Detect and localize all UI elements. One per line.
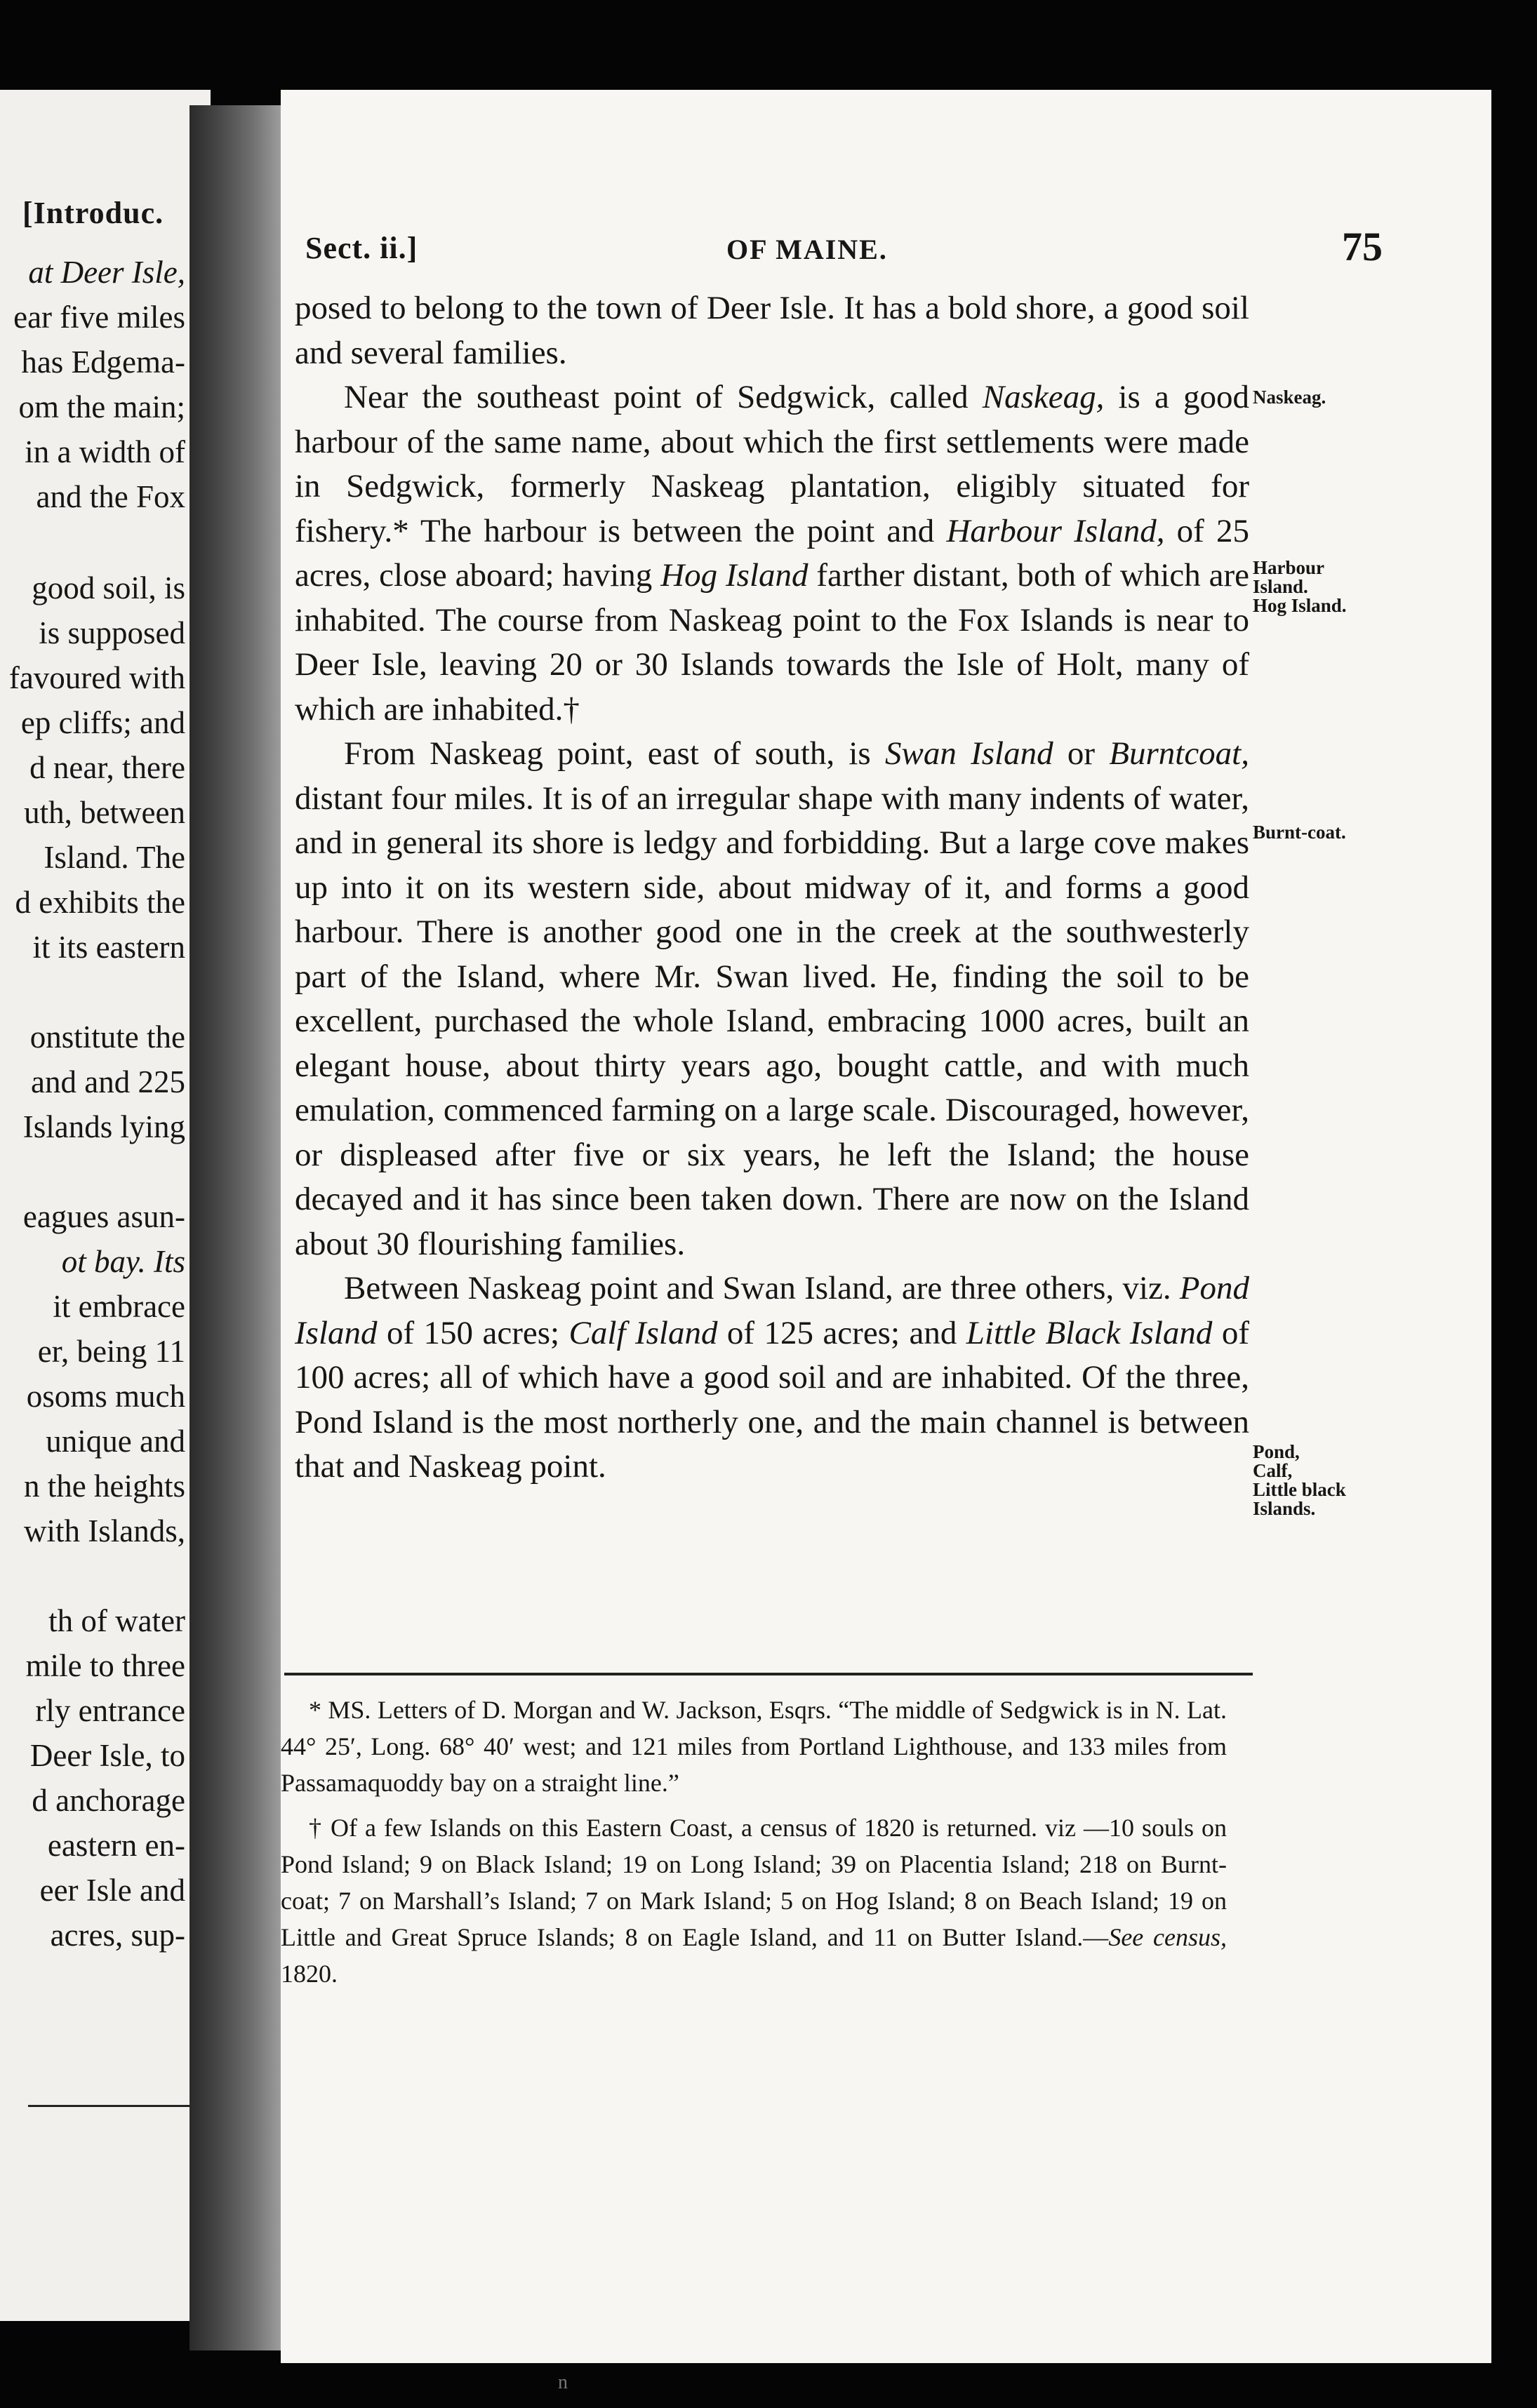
previous-page-line: th of water bbox=[48, 1603, 185, 1638]
previous-page-line: eastern en- bbox=[47, 1828, 185, 1863]
text-run: of 150 acres; bbox=[377, 1314, 569, 1351]
previous-page-line: in a width of bbox=[25, 434, 185, 469]
italic-text-run: Calf Island bbox=[568, 1314, 718, 1351]
margin-note-line: Islands. bbox=[1253, 1498, 1316, 1519]
text-run: farther distant, both of which are inhabited. The course from Naskeag point to the Fox Islands is near to Deer Isle, leaving 20 or 30 Islands towards the Isle of Holt, many of which are inhabited.† bbox=[295, 557, 1249, 728]
book-page bbox=[281, 90, 1491, 2363]
italic-text-run: Hog Island bbox=[660, 557, 809, 594]
previous-page-line: onstitute the bbox=[29, 1019, 185, 1055]
previous-page-line: has Edgema- bbox=[21, 345, 185, 380]
previous-page-line: eagues asun- bbox=[22, 1199, 185, 1234]
paragraph-continuation: posed to belong to the town of Deer Isle. It has a bold shore, a good soil and several families. bbox=[295, 290, 1249, 371]
previous-page-line: n the heights bbox=[24, 1469, 185, 1504]
margin-note-harbour-hog bbox=[1253, 558, 1347, 615]
margin-note-line: Pond, bbox=[1253, 1441, 1300, 1462]
previous-page-line: Islands lying bbox=[22, 1109, 185, 1144]
text-run: Near the southeast point of Sedgwick, called bbox=[344, 379, 983, 415]
running-title: OF MAINE. bbox=[726, 234, 888, 265]
page-number: 75 bbox=[1342, 224, 1383, 269]
previous-page-line: and and 225 bbox=[31, 1064, 185, 1099]
italic-text-run: Harbour Island, bbox=[946, 512, 1165, 549]
previous-page-line: uth, between bbox=[24, 795, 185, 830]
previous-page-line: acres, sup- bbox=[50, 1918, 185, 1953]
text-run: † Of a few Islands on this Eastern Coast, a census of 1820 is returned. viz —10 souls on Pond Island; 9 on Black Island; 19 on Long Island; 39 on Placentia Island; 218 on Burnt-coat; 7 on Marshall’s Island; 7 on Mark Island; 5 on Hog Island; 8 on Beach Island; 19 on Little and Great Spruce Islands; 8 on Eagle Island, and 11 on Butter Island.— bbox=[281, 1814, 1227, 1951]
previous-page-line: osoms much bbox=[26, 1379, 185, 1414]
previous-page-line: d anchorage bbox=[32, 1783, 185, 1818]
text-run: of 100 acres; all of which have a good soil and are inhabited. Of the three, Pond Island is the most northerly one, and the main channel is between that and Naskeag point. bbox=[295, 1314, 1250, 1485]
previous-page-line: d exhibits the bbox=[15, 885, 185, 920]
italic-text-run: Burntcoat, bbox=[1109, 735, 1249, 772]
italic-text-run: Swan Island bbox=[884, 735, 1053, 772]
footnotes bbox=[281, 1692, 1227, 2000]
text-run: of 25 acres, close aboard; having bbox=[295, 512, 1249, 594]
margin-note-line: Island. bbox=[1253, 576, 1308, 597]
margin-note-naskeag: Naskeag. bbox=[1253, 387, 1326, 408]
section-label: Sect. ii.] bbox=[305, 231, 418, 265]
margin-note-line: Little black bbox=[1253, 1479, 1346, 1500]
book-gutter-shadow bbox=[189, 105, 295, 2350]
italic-text-run: Naskeag, bbox=[982, 379, 1105, 415]
text-run: of 125 acres; and bbox=[717, 1314, 966, 1351]
text-run: Between Naskeag point and Swan Island, are three others, viz. bbox=[344, 1270, 1180, 1306]
previous-page-line: d near, there bbox=[29, 750, 185, 785]
previous-page-footnote-rule bbox=[28, 2105, 189, 2107]
previous-page-header: [Introduc. bbox=[22, 196, 164, 230]
previous-page-line: ep cliffs; and bbox=[20, 705, 185, 740]
bottom-mark: n bbox=[558, 2372, 568, 2393]
page-header bbox=[305, 223, 1383, 272]
paragraph-swan-island bbox=[295, 732, 1249, 1266]
margin-note-line: Calf, bbox=[1253, 1460, 1293, 1481]
previous-page-line: Deer Isle, to bbox=[29, 1738, 185, 1773]
previous-page-line: er, being 11 bbox=[37, 1334, 185, 1369]
italic-text-run: Pond Island bbox=[295, 1270, 1249, 1351]
text-run: distant four miles. It is of an irregular shape with many indents of water, and in general its shore is ledgy and forbidding. But a large cove makes up into it on its western side, about midway of it, and forms a good harbour. There is another good one in the creek at the southwesterly part of the Island, where Mr. Swan lived. He, finding the soil to be excellent, purchased the whole Island, embracing 1000 acres, built an elegant house, about thirty years ago, bought cattle, and with much emulation, commenced farming on a large scale. Discouraged, however, or displeased after five or six years, he left the Island; the house decayed and it has since been taken down. There are now on the Island about 30 flourishing families. bbox=[295, 780, 1249, 1262]
text-run: From Naskeag point, east of south, is bbox=[344, 735, 885, 772]
text-run: or bbox=[1053, 735, 1110, 772]
italic-text-run: See census, bbox=[1108, 1923, 1227, 1951]
margin-note-burnt-coat: Burnt-coat. bbox=[1253, 822, 1346, 843]
previous-page-line: good soil, is bbox=[32, 570, 185, 606]
paragraph-naskeag bbox=[295, 375, 1249, 732]
previous-page-line: ot bay. Its bbox=[61, 1244, 185, 1279]
previous-page-line: mile to three bbox=[25, 1648, 185, 1683]
margin-note-pond-calf-black bbox=[1253, 1443, 1346, 1518]
body-text bbox=[295, 286, 1249, 1490]
margin-note-line: Harbour bbox=[1253, 557, 1325, 578]
previous-page-line: Island. The bbox=[44, 840, 185, 875]
text-run: is a good harbour of the same name, about which the first settlements were made in Sedgwick, formerly Naskeag plantation, eligibly situated for fishery.* The harbour is between the point and bbox=[295, 379, 1249, 549]
previous-page-line: with Islands, bbox=[24, 1513, 185, 1549]
previous-page-line: and the Fox bbox=[36, 479, 185, 514]
footnote-census bbox=[281, 1810, 1227, 1992]
footnote-morgan-jackson: * MS. Letters of D. Morgan and W. Jackson, Esqrs. “The middle of Sedgwick is in N. Lat. 44° 25′, Long. 68° 40′ west; and 121 miles from Portland Lighthouse, and 133 miles from Passamaquoddy bay on a straight line.” bbox=[281, 1696, 1227, 1797]
previous-page-line: at Deer Isle, bbox=[28, 255, 185, 290]
paragraph-three-islands bbox=[295, 1266, 1249, 1490]
footnote-divider bbox=[284, 1673, 1253, 1675]
previous-page-line: eer Isle and bbox=[39, 1873, 185, 1908]
previous-page-line: unique and bbox=[46, 1424, 185, 1459]
previous-page-line: it embrace bbox=[53, 1289, 185, 1324]
previous-page-line: is supposed bbox=[39, 615, 185, 650]
previous-page bbox=[0, 90, 211, 2321]
previous-page-line: favoured with bbox=[8, 660, 185, 695]
previous-page-line: ear five miles bbox=[13, 300, 185, 335]
margin-note-line: Hog Island. bbox=[1253, 595, 1347, 616]
italic-text-run: Little Black Island bbox=[966, 1314, 1213, 1351]
previous-page-line: om the main; bbox=[18, 389, 185, 424]
previous-page-line: it its eastern bbox=[32, 930, 185, 965]
previous-page-line: rly entrance bbox=[35, 1693, 185, 1728]
text-run: 1820. bbox=[281, 1960, 338, 1988]
